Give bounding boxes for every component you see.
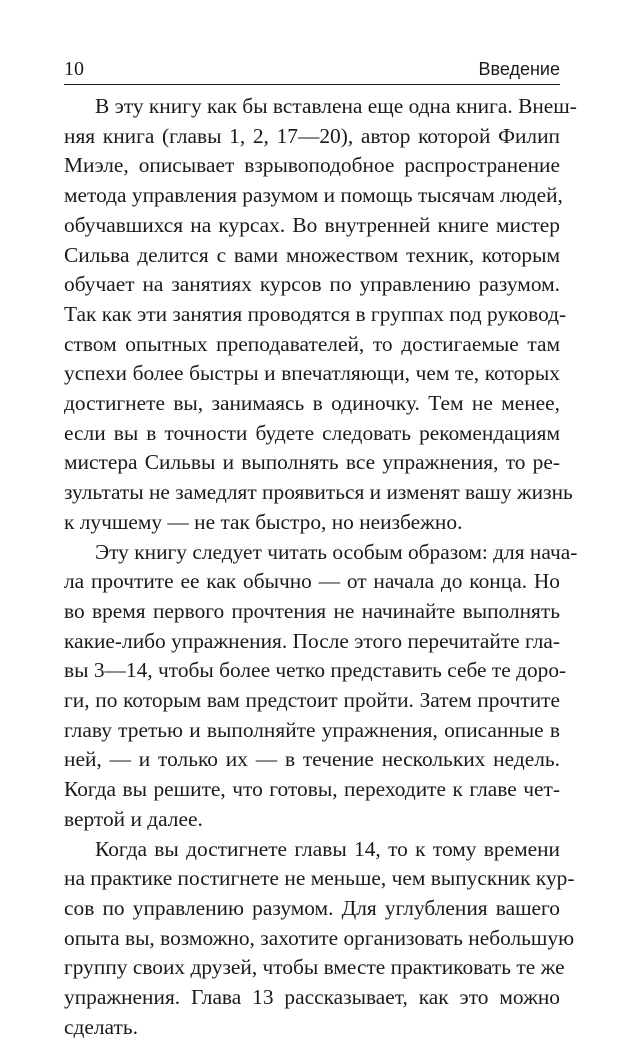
text-line: мистера Сильвы и выполнять все упражнения, то ре-: [64, 450, 560, 475]
text-line: вы 3—14, чтобы более четко представить себе те доро-: [64, 658, 567, 683]
text-line: к лучшему — не так быстро, но неизбежно.: [64, 509, 463, 534]
text-line: Когда вы решите, что готовы, переходите к главе чет-: [64, 777, 560, 802]
text-line: группу своих друзей, чтобы вместе практиковать те же: [64, 955, 565, 980]
text-line: ла прочтите ее как обычно — от начала до конца. Но: [64, 569, 560, 594]
text-line: обучает на занятиях курсов по управлению разумом.: [64, 272, 560, 297]
text-line: Эту книгу следует читать особым образом: для нача-: [95, 539, 578, 564]
page-header: [64, 56, 560, 85]
text-line: сов по управлению разумом. Для углубления вашего: [64, 895, 560, 920]
text-line: опыта вы, возможно, захотите организовать небольшую: [64, 925, 575, 950]
text-line: если вы в точности будете следовать рекомендациям: [64, 420, 560, 445]
paragraph: [64, 92, 577, 538]
text-line: зультаты не замедлят проявиться и изменят вашу жизнь: [64, 480, 573, 505]
text-line: ги, по которым вам предстоит пройти. Затем прочтите: [64, 688, 560, 713]
text-line: В эту книгу как бы вставлена еще одна книга. Внеш-: [95, 94, 577, 118]
text-line: Сильва делится с вами множеством техник, которым: [64, 242, 560, 267]
text-line: достигнете вы, занимаясь в одиночку. Тем не менее,: [64, 391, 560, 416]
paragraph: [64, 538, 578, 835]
text-line: метода управления разумом и помощь тысячам людей,: [64, 183, 563, 208]
text-line: успехи более быстры и впечатляющи, чем те, которых: [64, 361, 560, 386]
page-number: 10: [64, 58, 84, 80]
text-line: Так как эти занятия проводятся в группах под руковод-: [64, 301, 567, 326]
text-line: Миэле, описывает взрывоподобное распространение: [64, 153, 560, 178]
paragraph: [64, 835, 575, 1043]
text-line: ством опытных преподавателей, то достигаемые там: [64, 331, 560, 356]
body-text: [64, 92, 578, 1043]
text-line: вертой и далее.: [64, 806, 203, 831]
text-line: какие-либо упражнения. После этого перечитайте гла-: [64, 628, 560, 653]
text-line: упражнения. Глава 13 рассказывает, как это можно: [64, 985, 560, 1010]
text-line: няя книга (главы 1, 2, 17—20), автор которой Филип: [64, 123, 560, 148]
text-line: сделать.: [64, 1014, 138, 1039]
text-line: главу третью и выполняйте упражнения, описанные в: [64, 717, 560, 742]
text-line: во время первого прочтения не начинайте выполнять: [64, 598, 560, 623]
text-line: ней, — и только их — в течение нескольких недель.: [64, 747, 560, 772]
text-line: обучавшихся на курсах. Во внутренней книге мистер: [64, 212, 560, 237]
text-line: на практике постигнете не меньше, чем выпускник кур-: [64, 866, 575, 891]
running-head: Введение: [478, 59, 560, 79]
text-line: Когда вы достигнете главы 14, то к тому времени: [95, 836, 560, 861]
